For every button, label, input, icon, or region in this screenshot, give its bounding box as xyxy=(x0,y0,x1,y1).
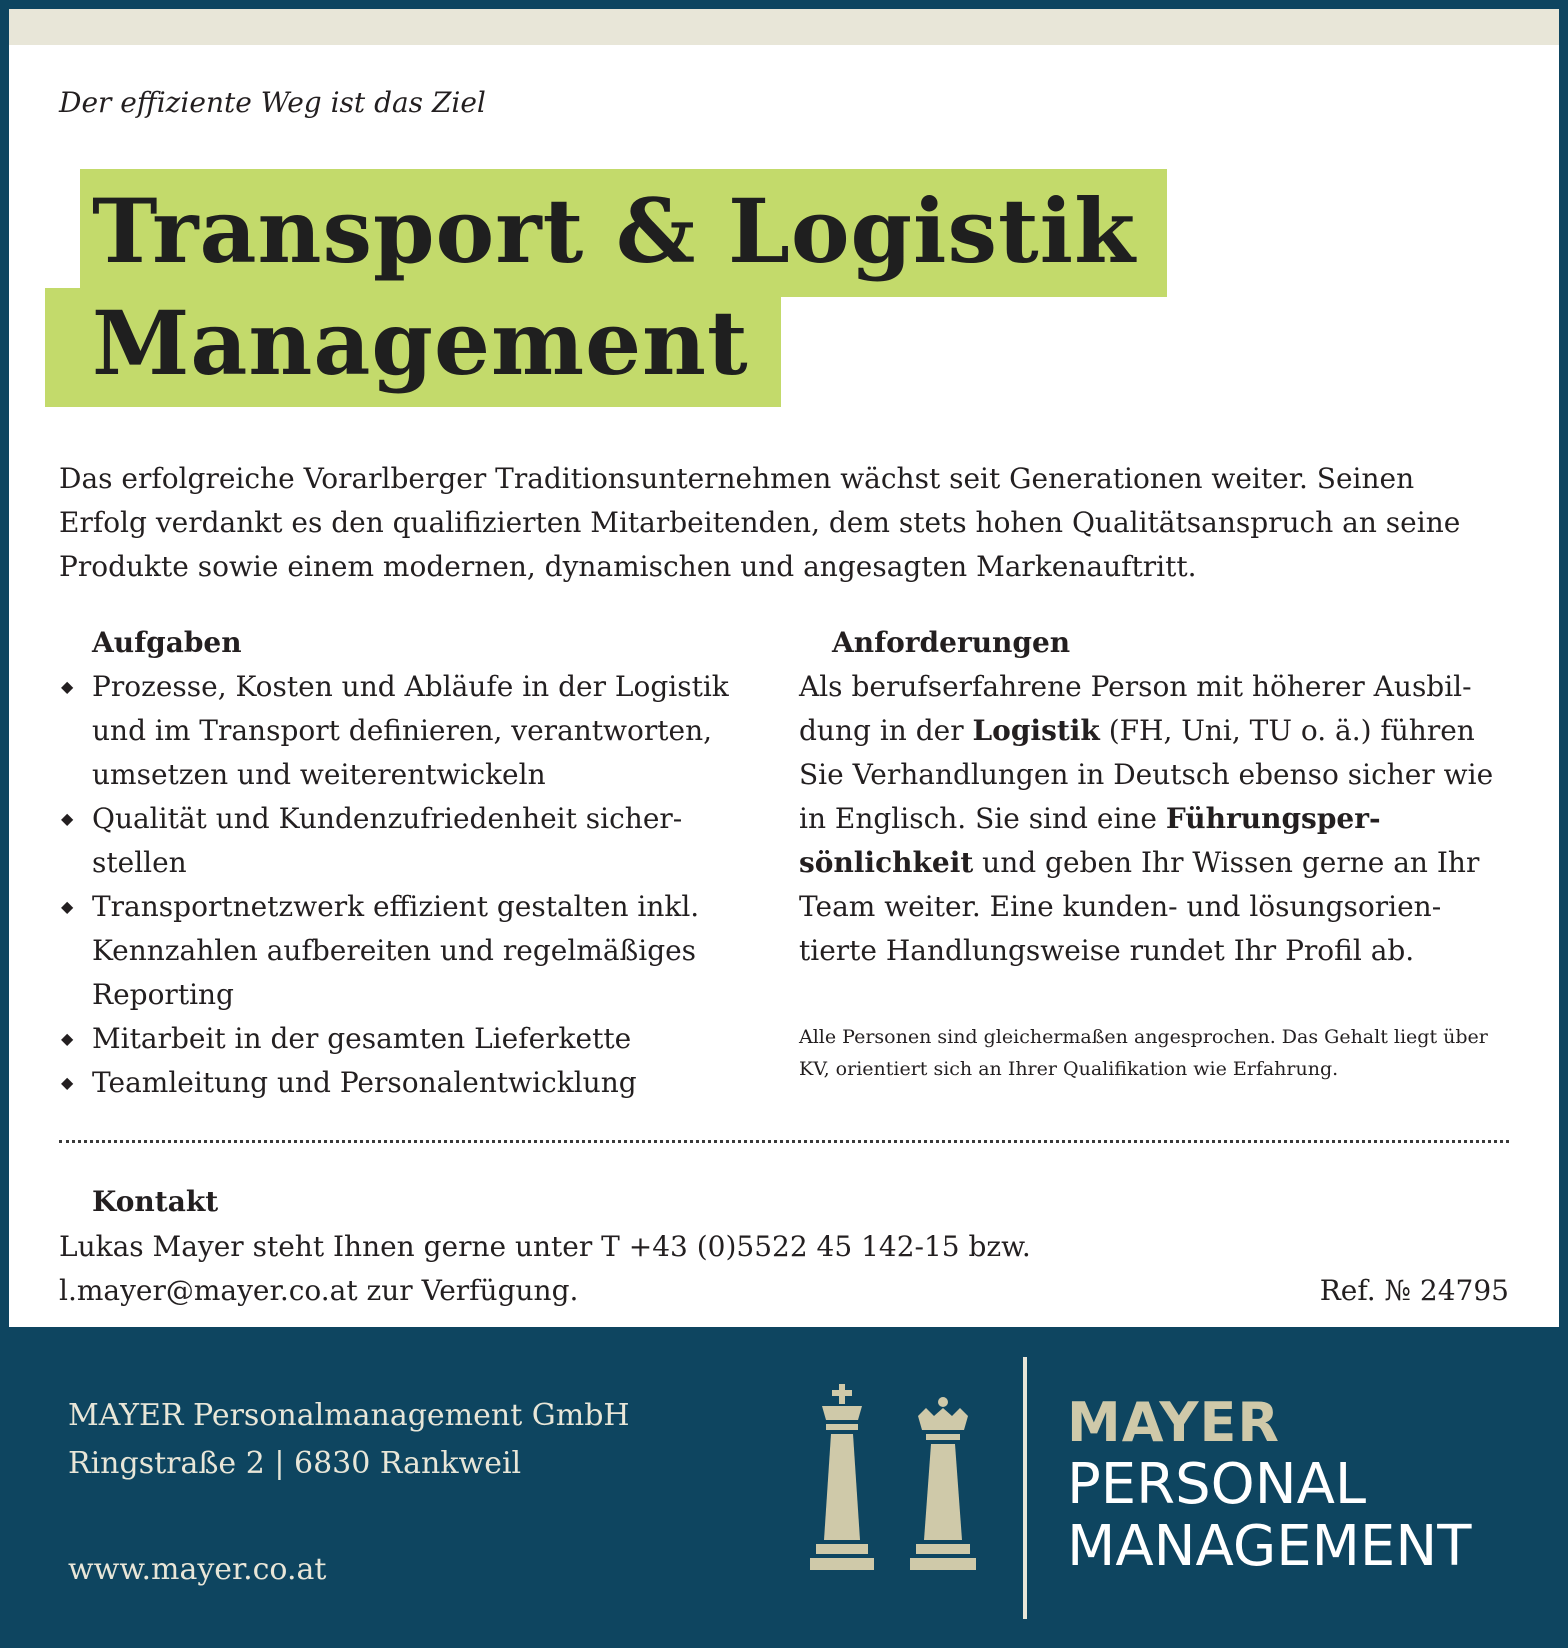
req-bold-logistik: Logistik xyxy=(972,714,1100,747)
task-text: Transportnetzwerk effizient gestalten inkl. Kennzahlen aufbereiten und regelmäßiges Reporting xyxy=(92,890,700,1011)
footer-divider xyxy=(1023,1357,1027,1619)
tasks-section xyxy=(59,621,759,1105)
equality-note: Alle Personen sind gleichermaßen angesprochen. Das Gehalt liegt über KV, orientiert sich an Ihrer Qualifikation wie Erfahrung. xyxy=(799,1026,1488,1080)
diamond-bullet-icon: ◆ xyxy=(61,809,74,828)
requirements-section xyxy=(799,621,1499,1085)
tagline: Der effiziente Weg ist das Ziel xyxy=(59,86,486,119)
brand-line3: MANAGEMENT xyxy=(1067,1514,1472,1579)
diamond-bullet-icon: ◆ xyxy=(61,677,74,696)
contact-text xyxy=(59,1225,1159,1313)
list-item xyxy=(59,1017,759,1061)
top-band xyxy=(9,9,1559,45)
contact-heading: Kontakt xyxy=(92,1185,219,1218)
brand-logo xyxy=(1067,1392,1471,1578)
list-item xyxy=(59,885,759,1017)
requirements-heading: Anforderungen xyxy=(832,626,1071,659)
list-item xyxy=(59,1061,759,1105)
tasks-list xyxy=(59,665,759,1105)
diamond-bullet-icon: ◆ xyxy=(61,897,74,916)
company-name: MAYER Personalmanagement GmbH xyxy=(68,1398,630,1433)
contact-line1: Lukas Mayer steht Ihnen gerne unter T +43 (0)5522 45 142-15 bzw. xyxy=(59,1230,1031,1263)
footer-address xyxy=(68,1392,630,1488)
tasks-heading: Aufgaben xyxy=(92,626,242,659)
diamond-bullet-icon: ◆ xyxy=(61,1029,74,1048)
brand-line2: PERSONAL xyxy=(1067,1452,1367,1517)
job-title-line2: Management xyxy=(92,291,749,395)
chess-king-queen-icon xyxy=(800,1380,990,1580)
diamond-bullet-icon: ◆ xyxy=(61,1073,74,1092)
task-text: Teamleitung und Personalentwicklung xyxy=(92,1066,637,1099)
task-text: Qualität und Kundenzufriedenheit sicher-stellen xyxy=(92,802,683,879)
req-text-b: (FH, Uni, TU o. ä.) führen Sie Verhandlungen in Deutsch ebenso sicher wie in Englisch. Sie sind eine xyxy=(799,714,1494,835)
job-title xyxy=(92,175,1212,399)
req-text-a: Als berufserfahrene Person mit höherer Ausbil-dung in der xyxy=(799,670,1472,747)
intro-paragraph: Das erfolgreiche Vorarlberger Traditionsunternehmen wächst seit Generationen weiter. Seinen Erfolg verdankt es den qualifizierten Mitarbeitenden, dem stets hohen Qualitätsanspruch an seine Produkte sowie einem modernen, dynamischen und angesagten Markenauftritt. xyxy=(59,462,1461,583)
website-link[interactable]: www.mayer.co.at xyxy=(68,1552,327,1587)
dotted-divider xyxy=(59,1140,1509,1143)
list-item xyxy=(59,797,759,885)
req-bold-leadership: Führungsper-sönlichkeit xyxy=(799,802,1381,879)
list-item xyxy=(59,665,759,797)
req-text-c: und geben Ihr Wissen gerne an Ihr Team weiter. Eine kunden- und lösungsorien-tierte Handlungsweise rundet Ihr Profil ab. xyxy=(799,846,1480,967)
task-text: Mitarbeit in der gesamten Lieferkette xyxy=(92,1022,632,1055)
contact-line2[interactable]: l.mayer@mayer.co.at zur Verfügung. xyxy=(59,1274,579,1307)
brand-line1: MAYER xyxy=(1067,1391,1280,1454)
job-title-line1: Transport & Logistik xyxy=(92,179,1137,283)
company-address: Ringstraße 2 | 6830 Rankweil xyxy=(68,1446,522,1481)
requirements-text xyxy=(799,665,1499,973)
reference-number: Ref. № 24795 xyxy=(1319,1274,1509,1307)
task-text: Prozesse, Kosten und Abläufe in der Logistik und im Transport definieren, verantworten, umsetzen und weiterentwickeln xyxy=(92,670,729,791)
